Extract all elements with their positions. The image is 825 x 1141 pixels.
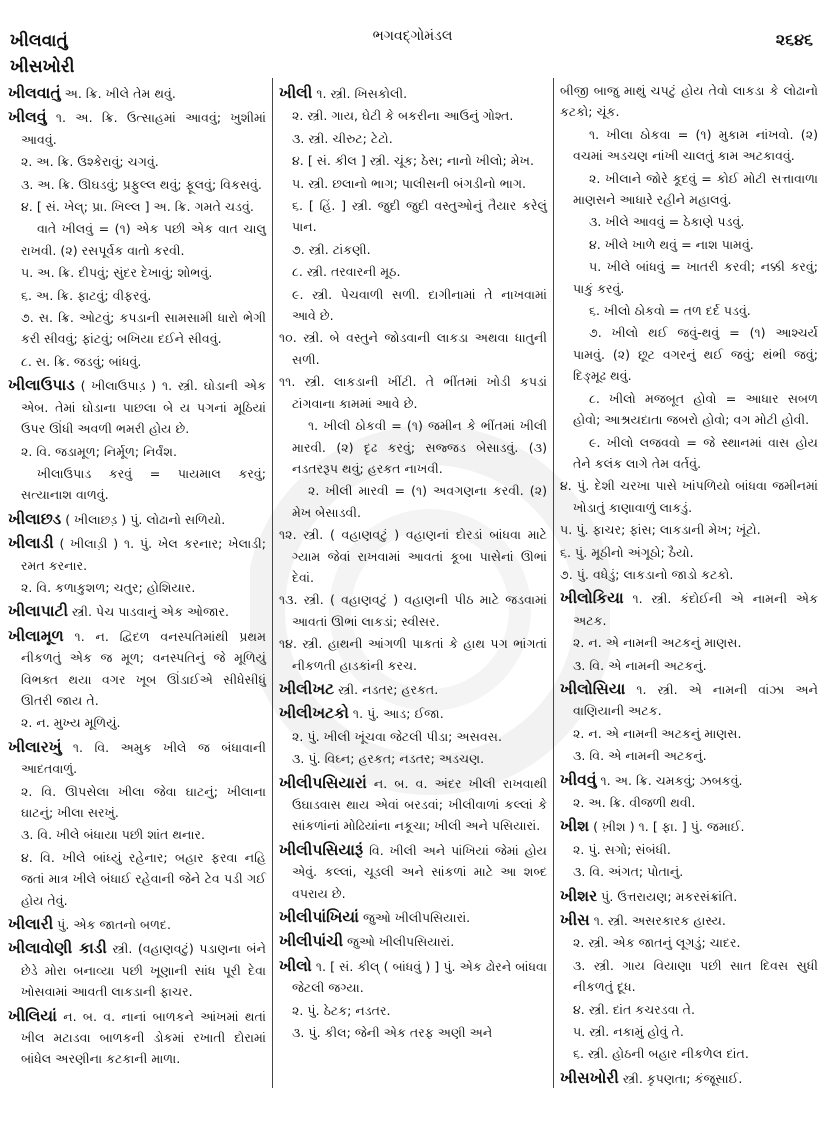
dictionary-entry	[279, 840, 547, 904]
definition-text: ૧. ન. દ્વિદળ વનસ્પતિમાંથી પ્રથમ નીકળતું એક જ મૂળ; વનસ્પતિનું જે મૂળિયું વિભક્ત થયા વગર ખૂબ ઊંડાઈએ સીધેસીધું ઊતરી જાય તે.	[21, 628, 266, 708]
definition-text: ૨. ન. મુખ્ય મૂળિયું.	[21, 715, 121, 731]
definition-text: ૨. અ. ક્રિ. ઉશ્કેરાવું; ચગવું.	[21, 154, 159, 170]
headword: ખીસખોરી	[560, 1068, 619, 1087]
definition-text: ૪. ખીલે ખાળે થવું = નાશ પામવું.	[589, 236, 754, 252]
definition-text: ૩. વિ. અંગત; પોતાનું.	[573, 864, 684, 880]
entry-sense	[279, 195, 547, 238]
definition-text: ૨. વિ. જડામૂળ; નિર્મૂળ; નિર્વંશ.	[21, 443, 177, 459]
column-divider	[272, 78, 273, 1088]
dictionary-entry	[279, 907, 547, 928]
entry-sense	[279, 239, 547, 260]
definition-text: ૯. ખીલો લજવવો = જે સ્થાનમાં વાસ હોય તેને કલંક લાગે તેમ વર્તવું.	[573, 434, 818, 471]
column-divider	[553, 78, 554, 1088]
definition-text: પું. એક જાતનો બળદ.	[57, 917, 171, 933]
entry-sense	[279, 105, 547, 126]
headword: ખીશ	[560, 817, 590, 836]
headword: ખીલવું	[8, 108, 47, 127]
definition-text: ૩. પું. કીલ; જેની એક તરફ અણી અને	[292, 1025, 493, 1041]
entry-sense	[8, 307, 266, 350]
definition-text: ૨. ન. એ નામની અટકનું માણસ.	[573, 725, 742, 741]
entry-sense	[279, 173, 547, 194]
entry-phrase	[560, 388, 818, 431]
definition-text: ૧. અ. ક્રિ. ઉત્સાહમાં આવવું; ખુશીમાં આવવું.	[21, 110, 266, 147]
guide-word-last: ખીસખોરી	[10, 57, 75, 77]
column-2	[279, 80, 547, 1044]
entry-phrase	[8, 463, 266, 506]
definition-text: ૩. પું. વિઘ્ન; હરકત; નડતર; અડચણ.	[292, 751, 485, 767]
entry-sense	[560, 655, 818, 676]
definition-text: ૨. અ. ક્રિ. વીજળી થવી.	[573, 795, 696, 810]
entry-sense	[279, 128, 547, 149]
entry-sense	[560, 839, 818, 860]
definition-text: જુઓ ખીલીપસિયારાં.	[362, 910, 471, 926]
definition-text: ન. બ. વ. નાનાં બાળકને આંખમાં થતાં ખીલ મટાડવા બાળકની ડોકમાં રખાતી દોરામાં બાંધેલ અરણીના કટકાની માળા.	[21, 1008, 266, 1067]
entry-phrase	[560, 256, 818, 299]
entry-outdent	[279, 633, 547, 676]
dictionary-entry	[8, 1006, 266, 1070]
entry-sense	[279, 1022, 547, 1043]
definition-text: ૧. ખીલા ઠોકવા = (૧) મુકામ નાંખવો. (૨) વચમાં અડચણ નાંખી ચાલતું કામ અટકાવવું.	[573, 126, 818, 164]
definition-text: પું. ઉત્તરાયણ; મકરસંક્રાંતિ.	[601, 888, 738, 904]
entry-phrase	[560, 432, 818, 475]
definition-text: ૨. વિ. ઊપસેલા ખીલા જેવા ઘાટનું; ખીલાના ઘાટનું; ખીલા સરખું.	[21, 783, 266, 820]
definition-text: ૧. સ્ત્રી. એ નામની વાંઝા અને વાણિયાની અટક.	[573, 681, 818, 719]
entry-outdent	[279, 327, 547, 370]
definition-text: ૫. અ. ક્રિ. દીપવું; સુંદર દેખાવું; શોભવું.	[21, 265, 213, 281]
entry-outdent	[560, 475, 818, 518]
entry-sense	[8, 441, 266, 462]
entry-phrase	[560, 168, 818, 211]
entry-sense	[8, 262, 266, 283]
definition-text: ૪. [ સં. કીલ ] સ્ત્રી. ચૂંક; ઠેસ; નાનો ખીલો; મેખ.	[292, 153, 534, 169]
definition-text: ૧. પું. આડ; ઈજા.	[352, 706, 444, 722]
dictionary-entry	[560, 886, 818, 907]
entry-sense	[560, 999, 818, 1020]
headword: ખીલાડી	[8, 534, 54, 553]
entry-sense	[8, 351, 266, 372]
dictionary-entry	[560, 770, 818, 791]
definition-text: ( ખ઼ીશ ) ૧. [ ફા. ] પું. જમાઈ.	[593, 819, 745, 835]
entry-sense	[279, 261, 547, 282]
definition-text: ૧૩. સ્ત્રી. ( વહાણવટું ) વહાણની પીઠ માટે જડવામાં આવતાં ઊભાં લાકડાં; સ્વીસર.	[279, 592, 547, 629]
definition-text: ૬. પું. મૂઠીનો અંગૂઠો; ઠૈયો.	[560, 544, 694, 560]
headword: ખીલિયાં	[8, 1006, 57, 1025]
headword: ખીલીપાંખિયાં	[279, 908, 359, 927]
definition-text: વિ. ખીલી અને પાંખિયાં જેમાં હોય એવું. કલ્લાં, ચૂડલી અને સાંકળાં માટે આ શબ્દ વપરાય છે.	[292, 842, 547, 901]
headword: ખીલીપાંચી	[279, 932, 344, 951]
headword: ખીલાઉપાડ	[8, 376, 75, 395]
definition-text: ૭. સ્ત્રી. ટાંકણી.	[292, 241, 371, 257]
entry-sense	[560, 792, 818, 813]
headword: ખીલામૂળ	[8, 626, 64, 645]
definition-text: ૫. પું. ફાચર; ફાંસ; લાકડાની મેખ; ખૂંટો.	[560, 522, 761, 538]
definition-text: ૭. ખીલો થઈ જવું-થવું = (૧) આશ્ચર્ય પામવું. (૨) છૂટ વગરનું થઈ જવું; થંભી જવું; દિઙ્મૂઢ થવું.	[573, 325, 818, 384]
entry-sense	[8, 174, 266, 195]
headword: ખીલવાતું	[8, 84, 61, 102]
entry-phrase	[560, 322, 818, 386]
definition-text: ૨. પું. સગો; સંબંધી.	[573, 841, 671, 857]
headword: ખીલાવોણી કાડી	[8, 939, 107, 958]
definition-text: ૩. સ્ત્રી. ચીરુટ; ટેટો.	[292, 130, 393, 146]
entry-sense	[560, 1043, 818, 1064]
dictionary-entry	[8, 107, 266, 150]
entry-sense	[279, 284, 547, 327]
entry-phrase	[560, 300, 818, 321]
definition-text: ( ખીલાઉપાડ઼ ) ૧. સ્ત્રી. ઘોડાની એક એબ. તેમાં ઘોડાના પાછલા બે ય પગનાં મૂઠિયાં ઉપર ઊંધી અવળી ભમરી હોય છે.	[21, 378, 266, 437]
dictionary-entry	[279, 83, 547, 104]
definition-text: ૧. સ્ત્રી. કંદોઈની એ નામની એક અટક.	[573, 591, 818, 628]
entry-sense	[279, 150, 547, 171]
dictionary-entry	[560, 1068, 818, 1089]
headword: ખીલોસિયા	[560, 679, 626, 698]
definition-text: ૧૨. સ્ત્રી. ( વહાણવટું ) વહાણનાં દોરડાં બાંધવા માટે ગ્યામ જેવાં રાખવામાં આવતાં કૂબા પાસેનાં ઊભાં દેવાં.	[279, 527, 547, 585]
entry-outdent	[279, 524, 547, 588]
entry-sense	[8, 577, 266, 598]
headword: ખીલો	[279, 956, 312, 975]
headword: ખીશર	[560, 886, 598, 905]
definition-text: ૩. વિ. એ નામની અટકનું.	[573, 657, 707, 673]
definition-text: ૧૦. સ્ત્રી. બે વસ્તુને જોડવાની લાકડા અથવા ધાતુની સળી.	[279, 330, 547, 367]
dictionary-entry	[279, 931, 547, 952]
dictionary-entry	[279, 773, 547, 837]
definition-text: ૬. ખીલો ઠોકવો = તળ દર્દ પડવું.	[589, 303, 751, 319]
definition-text: ૨. ખીલી મારવી = (૧) અવગણના કરવી. (૨) મેખ બેસાડવી.	[292, 483, 547, 520]
dictionary-entry	[560, 816, 818, 837]
definition-text: ૧. [ સં. કીલ્ ( બાંધવું ) ] પું. એક ઢોરને બાંધવા જેટલી જગ્યા.	[292, 958, 547, 996]
headword: ખીલી	[279, 84, 313, 102]
entry-outdent	[560, 542, 818, 563]
dictionary-entry	[560, 679, 818, 722]
headword: ખીલારખું	[8, 737, 62, 756]
definition-text: ૨. વિ. કળાકુશળ; ચતુર; હોશિયાર.	[21, 579, 196, 595]
definition-text: ૬. સ્ત્રી. હોઠની બહાર નીકળેલ દાંત.	[573, 1046, 749, 1062]
definition-text: ખીલાઉપાડ કરવું = પાયમાલ કરવું; સત્યાનાશ વાળવું.	[21, 465, 266, 503]
column-3	[560, 80, 818, 1090]
guide-word-first: ખીલવાતું	[10, 31, 68, 51]
headword: ખીલીખટ	[279, 679, 335, 698]
entry-sense	[560, 632, 818, 653]
entry-sense	[8, 151, 266, 172]
definition-text: સ્ત્રી. (વહાણવટું) પડાણના બંને છેડે મોરા બનાવ્યા પછી ખૂણાની સાંધ પૂરી દેવા ખોસવામાં આવતી લાકડાની ફાચર.	[21, 941, 266, 1000]
headword: ખીલીખટકો	[279, 704, 349, 723]
definition-text: જુઓ ખીલીપસિયારાં.	[347, 934, 455, 950]
dictionary-entry	[8, 533, 266, 576]
entry-phrase	[560, 211, 818, 232]
definition-text: ૧. વિ. અમુક ખીલે જ બંધાવાની આદતવાળું.	[21, 739, 266, 777]
definition-text: ૪. [ સં. ખેલ્; પ્રા. ખિલ્લ ] અ. ક્રિ. ગમતે ચડવું.	[21, 199, 254, 215]
dictionary-entry	[8, 375, 266, 439]
page-number: ૨૬૪૬	[775, 30, 813, 49]
dictionary-entry	[8, 626, 266, 712]
headword: ખીસ	[560, 911, 590, 930]
entry-phrase	[279, 415, 547, 479]
entry-outdent	[279, 371, 547, 414]
entry-outdent	[560, 564, 818, 585]
entry-phrase	[560, 124, 818, 167]
entry-sense	[8, 824, 266, 845]
definition-text: સ્ત્રી. પેચ પાડવાનું એક ઓજાર.	[72, 604, 230, 620]
entry-sense	[560, 745, 818, 766]
definition-text: ૫. સ્ત્રી. નકામું હોવું તે.	[573, 1024, 684, 1040]
definition-text: ૪. વિ. ખીલે બાંધ્યું રહેનાર; બહાર ફરવા નહિ જતાં માત્ર ખીલે બંધાઈ રહેવાની જેને ટેવ પડી ગઈ હોય તેવું.	[21, 849, 266, 908]
definition-text: ૩. અ. ક્રિ. ઊઘડવું; પ્રફુલ્લ થવું; ફૂલવું; વિકસવું.	[21, 176, 262, 192]
dictionary-entry	[8, 509, 266, 530]
headword: ખીલાપાટી	[8, 602, 69, 621]
column-1	[8, 80, 266, 1071]
definition-text: ૨. ન. એ નામની અટકનું માણસ.	[573, 635, 742, 651]
definition-text: વાતે ખીલવું = (૧) એક પછી એક વાત ચાલુ રાખવી. (૨) રસપૂર્વક વાતો કરવી.	[21, 221, 266, 258]
headword: ખીલારી	[8, 915, 54, 934]
headword: ખીલોકિયા	[560, 589, 624, 608]
definition-text: ૮. ખીલો મજબૂત હોવો = આધાર સબળ હોવો; આશ્રયદાતા જબરો હોવો; વગ મોટી હોવી.	[573, 390, 818, 428]
entry-sense	[8, 712, 266, 733]
entry-cont	[560, 80, 818, 123]
definition-text: ૮. સ. ક્રિ. જડવું; બાંધવું.	[21, 353, 142, 369]
definition-text: ૬. અ. ક્રિ. ફાટવું; વીફરવું.	[21, 287, 152, 303]
definition-text: ન. બ. વ. અંદર ખીલી રાખવાથી ઉઘાડવાસ થાય એવાં બરડવાં; ખીલીવાળાં કલ્લાં કે સાંકળાંનાં મોઢિયાંના નકૂચા; ખીલી અને પસિયારાં.	[292, 775, 547, 834]
definition-text: ૧. સ્ત્રી. અસરકારક હાસ્ય.	[593, 913, 726, 929]
entry-sense	[560, 955, 818, 998]
definition-text: અ. ક્રિ. ખીલે તેમ થવું.	[64, 86, 176, 101]
definition-text: ૨. ખીલાને જોરે કૂદવું = કોઈ મોટી સત્તાવાળા માણસને આધારે રહીને મહાલવું.	[573, 170, 818, 208]
entry-sense	[560, 1021, 818, 1042]
definition-text: ૩. સ્ત્રી. ગાય વિયાણા પછી સાત દિવસ સુધી નીકળતું દૂધ.	[573, 957, 818, 995]
definition-text: ૨. સ્ત્રી. એક જાતનું લૂગડું; ચાદર.	[573, 935, 741, 951]
entry-phrase	[279, 480, 547, 523]
dictionary-entry	[560, 588, 818, 631]
dictionary-entry	[279, 956, 547, 999]
definition-text: ૧. સ્ત્રી. ખિસકોલી.	[316, 86, 408, 101]
dictionary-entry	[560, 910, 818, 931]
definition-text: ૯. સ્ત્રી. પેચવાળી સળી. દાગીનામાં તે નાખવામાં આવે છે.	[292, 286, 547, 324]
definition-text: ૧૪. સ્ત્રી. હાથની આંગળી પાકતાં કે હાથ પગ ભાંગતાં નીકળતી હાડકાંની કરચ.	[279, 636, 547, 673]
definition-text: ૩. ખીલે આવવું = ઠેકાણે પડવું.	[589, 214, 745, 230]
dictionary-entry	[8, 938, 266, 1002]
definition-text: ૧. ખીલી ઠોકવી = (૧) જમીન કે ભીંતમાં ખીલી મારવી. (૨) દૃઢ કરવું; સજ્જડ બેસાડવું. (૩) નડતરરૂપ થવું; હરકત નાખવી.	[292, 418, 547, 476]
definition-text: ૭. પું. વધેડું; લાકડાનો જાડો કટકો.	[560, 566, 734, 582]
entry-sense	[8, 196, 266, 217]
definition-text: ૨. પું. ખીલી ખૂંચવા જેટલી પીડા; અસવસ.	[292, 728, 502, 744]
dictionary-entry	[8, 601, 266, 622]
definition-text: ૬. [ હિં. ] સ્ત્રી. જુદી જુદી વસ્તુઓનું તૈયાર કરેલું પાન.	[292, 198, 547, 235]
entry-sense	[279, 1000, 547, 1021]
dictionary-entry	[8, 83, 266, 104]
definition-text: ૭. સ. ક્રિ. ઓટવું; કપડાની સામસામી ધારો ભેગી કરી સીવવું; ફાંટવું; બખિયા દઈને સીવવું.	[21, 310, 266, 347]
headword: ખીલીપસિયારાં	[279, 773, 367, 792]
dictionary-entry	[8, 737, 266, 780]
dictionary-entry	[279, 679, 547, 700]
definition-text: ( ખીલાડ઼ી ) ૧. પું. ખેલ કરનાર; ખેલાડી; રમત કરનાર.	[21, 536, 266, 573]
dictionary-entry	[279, 703, 547, 724]
definition-text: ૨. પું. ઠેટક; નડતર.	[292, 1002, 391, 1018]
entry-sense	[279, 748, 547, 769]
definition-text: ૪. પું. દેશી ચરખા પાસે ખાંપળિયો બાંધવા જમીનમાં ખોડાતું કાણાવાળું લાકડું.	[560, 478, 818, 515]
definition-text: ૩. વિ. એ નામની અટકનું.	[573, 748, 707, 764]
headword: ખીલાછડ	[8, 509, 62, 528]
entry-sense	[8, 781, 266, 824]
definition-text: ૩. વિ. ખીલે બંધાયા પછી શાંત થનાર.	[21, 827, 206, 843]
entry-outdent	[560, 519, 818, 540]
definition-text: ૫. સ્ત્રી. છલાનો ભાગ; પાલીસની બંગડીનો ભાગ.	[292, 175, 527, 191]
headword: ખીવવું	[560, 770, 597, 789]
definition-text: ૧. અ. ક્રિ. ચમકવું; ઝબકવું.	[600, 772, 743, 788]
entry-sense	[279, 726, 547, 747]
headword: ખીલીપસિયારૂં	[279, 840, 364, 859]
entry-sense	[560, 723, 818, 744]
definition-text: ૪. સ્ત્રી. દાંત કચરડવા તે.	[573, 1001, 695, 1017]
definition-text: ૨. સ્ત્રી. ગાય, ઘેટી કે બકરીના આઉનું ગોશ્ત.	[292, 108, 514, 124]
definition-text: બીજી બાજુ માથું ચપટું હોય તેવો લાકડા કે લોઢાનો કટકો; ચૂંક.	[560, 83, 818, 120]
definition-text: ( ખીલાછડ઼ ) પું. લોઢાનો સળિયો.	[65, 511, 226, 527]
definition-text: ૫. ખીલે બાંધવું = ખાતરી કરવી; નક્કી કરવું; પાકું કરવું.	[573, 259, 818, 296]
definition-text: ૮. સ્ત્રી. તરવારની મૂઠ.	[292, 264, 401, 280]
running-title: ભગવદ્ગોમંડલ	[372, 28, 453, 44]
dictionary-entry	[8, 914, 266, 935]
entry-sense	[560, 932, 818, 953]
entry-sense	[8, 285, 266, 306]
entry-outdent	[279, 589, 547, 632]
definition-text: સ્ત્રી. નડતર; હરકત.	[338, 681, 439, 697]
definition-text: ૧૧. સ્ત્રી. લાકડાની ખીંટી. તે ભીંતમાં ખોડી કપડાં ટાંગવાના કામમાં આવે છે.	[279, 374, 547, 411]
entry-phrase	[8, 218, 266, 261]
entry-sense	[8, 847, 266, 911]
entry-phrase	[560, 234, 818, 255]
definition-text: સ્ત્રી. કૃપણતા; કંજૂસાઈ.	[622, 1070, 743, 1086]
entry-sense	[560, 861, 818, 882]
